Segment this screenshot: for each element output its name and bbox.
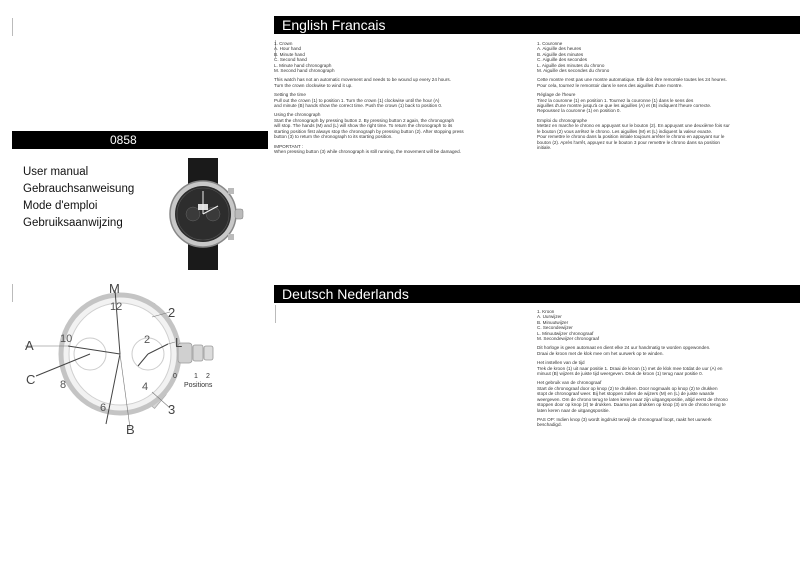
- legend-line: L. Minute hand chronograph: [274, 62, 332, 68]
- position-number: 1: [194, 373, 198, 380]
- section-heading: IMPORTANT :: [274, 143, 304, 149]
- text-line: laten keren naar de uitgangspositie.: [537, 407, 610, 413]
- text-line: beschadigd.: [537, 422, 562, 428]
- french-column: [537, 41, 730, 150]
- legend-line: M. Secondewijzer chronograaf: [537, 336, 600, 342]
- crop-mark: [275, 305, 276, 323]
- header-bar-german-dutch: [274, 285, 800, 303]
- section-heading: Het instellen van de tijd: [537, 360, 585, 366]
- text-line: Start de chronograaf door op knop (2) te drukken. Door nogmaals op knop (2) te drukken: [537, 385, 718, 391]
- manual-title: Gebrauchsanweisung: [23, 183, 135, 195]
- legend-line: M. Second hand chronograph: [274, 68, 335, 74]
- position-number: 2: [206, 373, 210, 380]
- legend-line: 1. Crown: [274, 41, 293, 46]
- crop-mark: [12, 18, 13, 36]
- manual-title-list: [23, 164, 134, 232]
- dial-numeral: 10: [60, 333, 73, 345]
- text-line: will stop. The hands (M) and (L) will show the right time. To return the chronograph to its: [274, 123, 453, 129]
- text-line: stopt de chronograaf weer. Bij het stoppen zullen de wijzers (M) en (L) de juiste waarde: [537, 391, 715, 397]
- legend-line: A. Hour hand: [274, 46, 302, 52]
- text-line: Turn the crown clockwise to wind it up.: [274, 82, 353, 88]
- text-line: aiguilles d'une montre jusqu'à ce que les aiguilles (A) et (B) indiquent l'heure correcte.: [537, 103, 712, 109]
- legend-line: L. Aiguille des minutes du chrono: [537, 62, 605, 68]
- legend-line: C. Secondewijzer: [537, 325, 573, 331]
- header-title: English Francais: [282, 17, 386, 33]
- legend-line: C. Aiguille des secondes: [537, 57, 588, 63]
- legend-line: M. Aiguille des secondes du chrono: [537, 68, 610, 74]
- legend-line: B. Minuutwijzer: [537, 319, 569, 325]
- text-line: Repoussez la couronne (1) en position 0.: [537, 108, 621, 114]
- legend-line: B. Aiguille des minutes: [537, 51, 584, 57]
- diagram-label: C: [26, 372, 36, 387]
- watch-diagram: [20, 280, 220, 435]
- manual-title: Mode d'emploi: [23, 200, 98, 212]
- position-number: 0: [173, 373, 177, 380]
- model-number: 0858: [110, 133, 137, 147]
- legend-line: L. Minuutwijzer chronograaf: [537, 330, 594, 336]
- positions-label: Positions: [184, 382, 213, 389]
- text-line: initiale.: [537, 144, 552, 150]
- text-line: This watch has not an automatic movement and needs to be wound up every 24 hours.: [274, 77, 451, 83]
- legend-line: 1. Couronne: [537, 41, 563, 46]
- text-line: PAS OP: Indien knop (3) wordt ingdrukt terwijl de chronograaf loopt, raakt het uurwerk: [537, 416, 712, 422]
- diagram-label: A: [25, 338, 34, 353]
- header-bar-english-french: [274, 16, 800, 34]
- text-line: and minute (B) hands show the correct time. Push the crown (1) back to position 0.: [274, 103, 443, 109]
- section-heading: Setting the time: [274, 92, 306, 98]
- manual-title: User manual: [23, 166, 89, 178]
- crop-mark: [12, 284, 13, 302]
- text-line: Dit horloge is geen automaat en dient elke 24 uur handmatig te worden opgewonden.: [537, 345, 711, 351]
- section-heading: Réglage de l'heure: [537, 92, 576, 98]
- dial-numeral: 4: [142, 381, 149, 393]
- text-line: stoppen door op knop (2) te drukken. Daarna pas drukken op knop (3) om de chrono terug te: [537, 402, 726, 408]
- legend-line: A. Aiguille des heures: [537, 46, 582, 52]
- legend-line: B. Minute hand: [274, 51, 305, 57]
- diagram-label: 3: [168, 402, 176, 417]
- text-line: minuut (B) wijzers de juiste tijd weergeven. Druk de kroon (1) terug naar positie 0.: [537, 371, 703, 377]
- text-line: Pour cela, tournez le remontoir dans le sens des aiguilles d'une montre.: [537, 82, 683, 88]
- text-line: When pressing button (3) while chronograph is still running, the movement will be damaged.: [274, 148, 461, 154]
- diagram-label: B: [126, 422, 135, 435]
- section-heading: Het gebruik van de chronograaf: [537, 380, 602, 386]
- legend-line: 1. Kroon: [537, 309, 555, 314]
- text-line: bouton (2). Après l'arrêt, appuyez sur le bouton 3 pour remettre le chrono dans sa position: [537, 139, 720, 145]
- text-line: Cette montre n'est pas une montre automatique. Elle doit être remontée toutes les 24 heures.: [537, 77, 727, 83]
- dial-numeral: 8: [60, 379, 67, 391]
- section-heading: Emploi du chronographe: [537, 117, 588, 123]
- diagram-label: M: [109, 281, 120, 296]
- model-bar: [12, 131, 268, 149]
- text-line: Start the chronograph by pressing button 2. By pressing button 2 again, the chronograph: [274, 117, 455, 123]
- dial-numeral: 12: [110, 301, 123, 313]
- text-line: Pour remettre le chrono dans la position initiale toujours arrêter le chrono en appuyant sur le: [537, 134, 725, 140]
- text-line: weergeven. Om de chrono terug te laten keren naar zijn uitgangspositie, altijd eerst de chrono: [537, 396, 728, 402]
- diagram-label: L: [175, 335, 183, 350]
- section-heading: Using the chronograph: [274, 112, 321, 118]
- text-line: Mettez en marche le chrono en appuyant sur le bouton (2). En appuyant une deuxième fois sur: [537, 123, 730, 129]
- text-line: Trek de kroon (1) uit naar positie 1. Draai de kroon (1) met de klok mee totdat de uur (A) en: [537, 365, 723, 371]
- text-line: Draai de kroon met de klok mee om het uurwerk op te winden.: [537, 350, 664, 356]
- watch-photo: [158, 158, 248, 270]
- english-column: [274, 41, 464, 154]
- header-title: Deutsch Nederlands: [282, 286, 409, 302]
- text-line: starting position first always stop the chronograph by pressing button (2). After stopping press: [274, 128, 464, 134]
- dial-numeral: 6: [100, 402, 107, 414]
- text-line: Tirez la couronne (1) en position 1. Tournez la couronne (1) dans le sens des: [537, 97, 694, 103]
- text-line: Pull out the crown (1) to position 1. Turn the crown (1) clockwise until the hour (A): [274, 97, 440, 103]
- diagram-label: 2: [168, 305, 176, 320]
- legend-line: A. Uurwijzer: [537, 314, 562, 320]
- dutch-column: [537, 309, 728, 428]
- text-line: le bouton (2) vous arrêtez le chrono. Les aiguilles (M) et (L) indiquent la valeur exacte.: [537, 128, 713, 134]
- dial-numeral: 2: [144, 334, 151, 346]
- manual-title: Gebruiksaanwijzing: [23, 217, 123, 229]
- text-line: button (3) to return the chronograph to its starting position.: [274, 134, 393, 140]
- legend-line: C. Second hand: [274, 57, 307, 63]
